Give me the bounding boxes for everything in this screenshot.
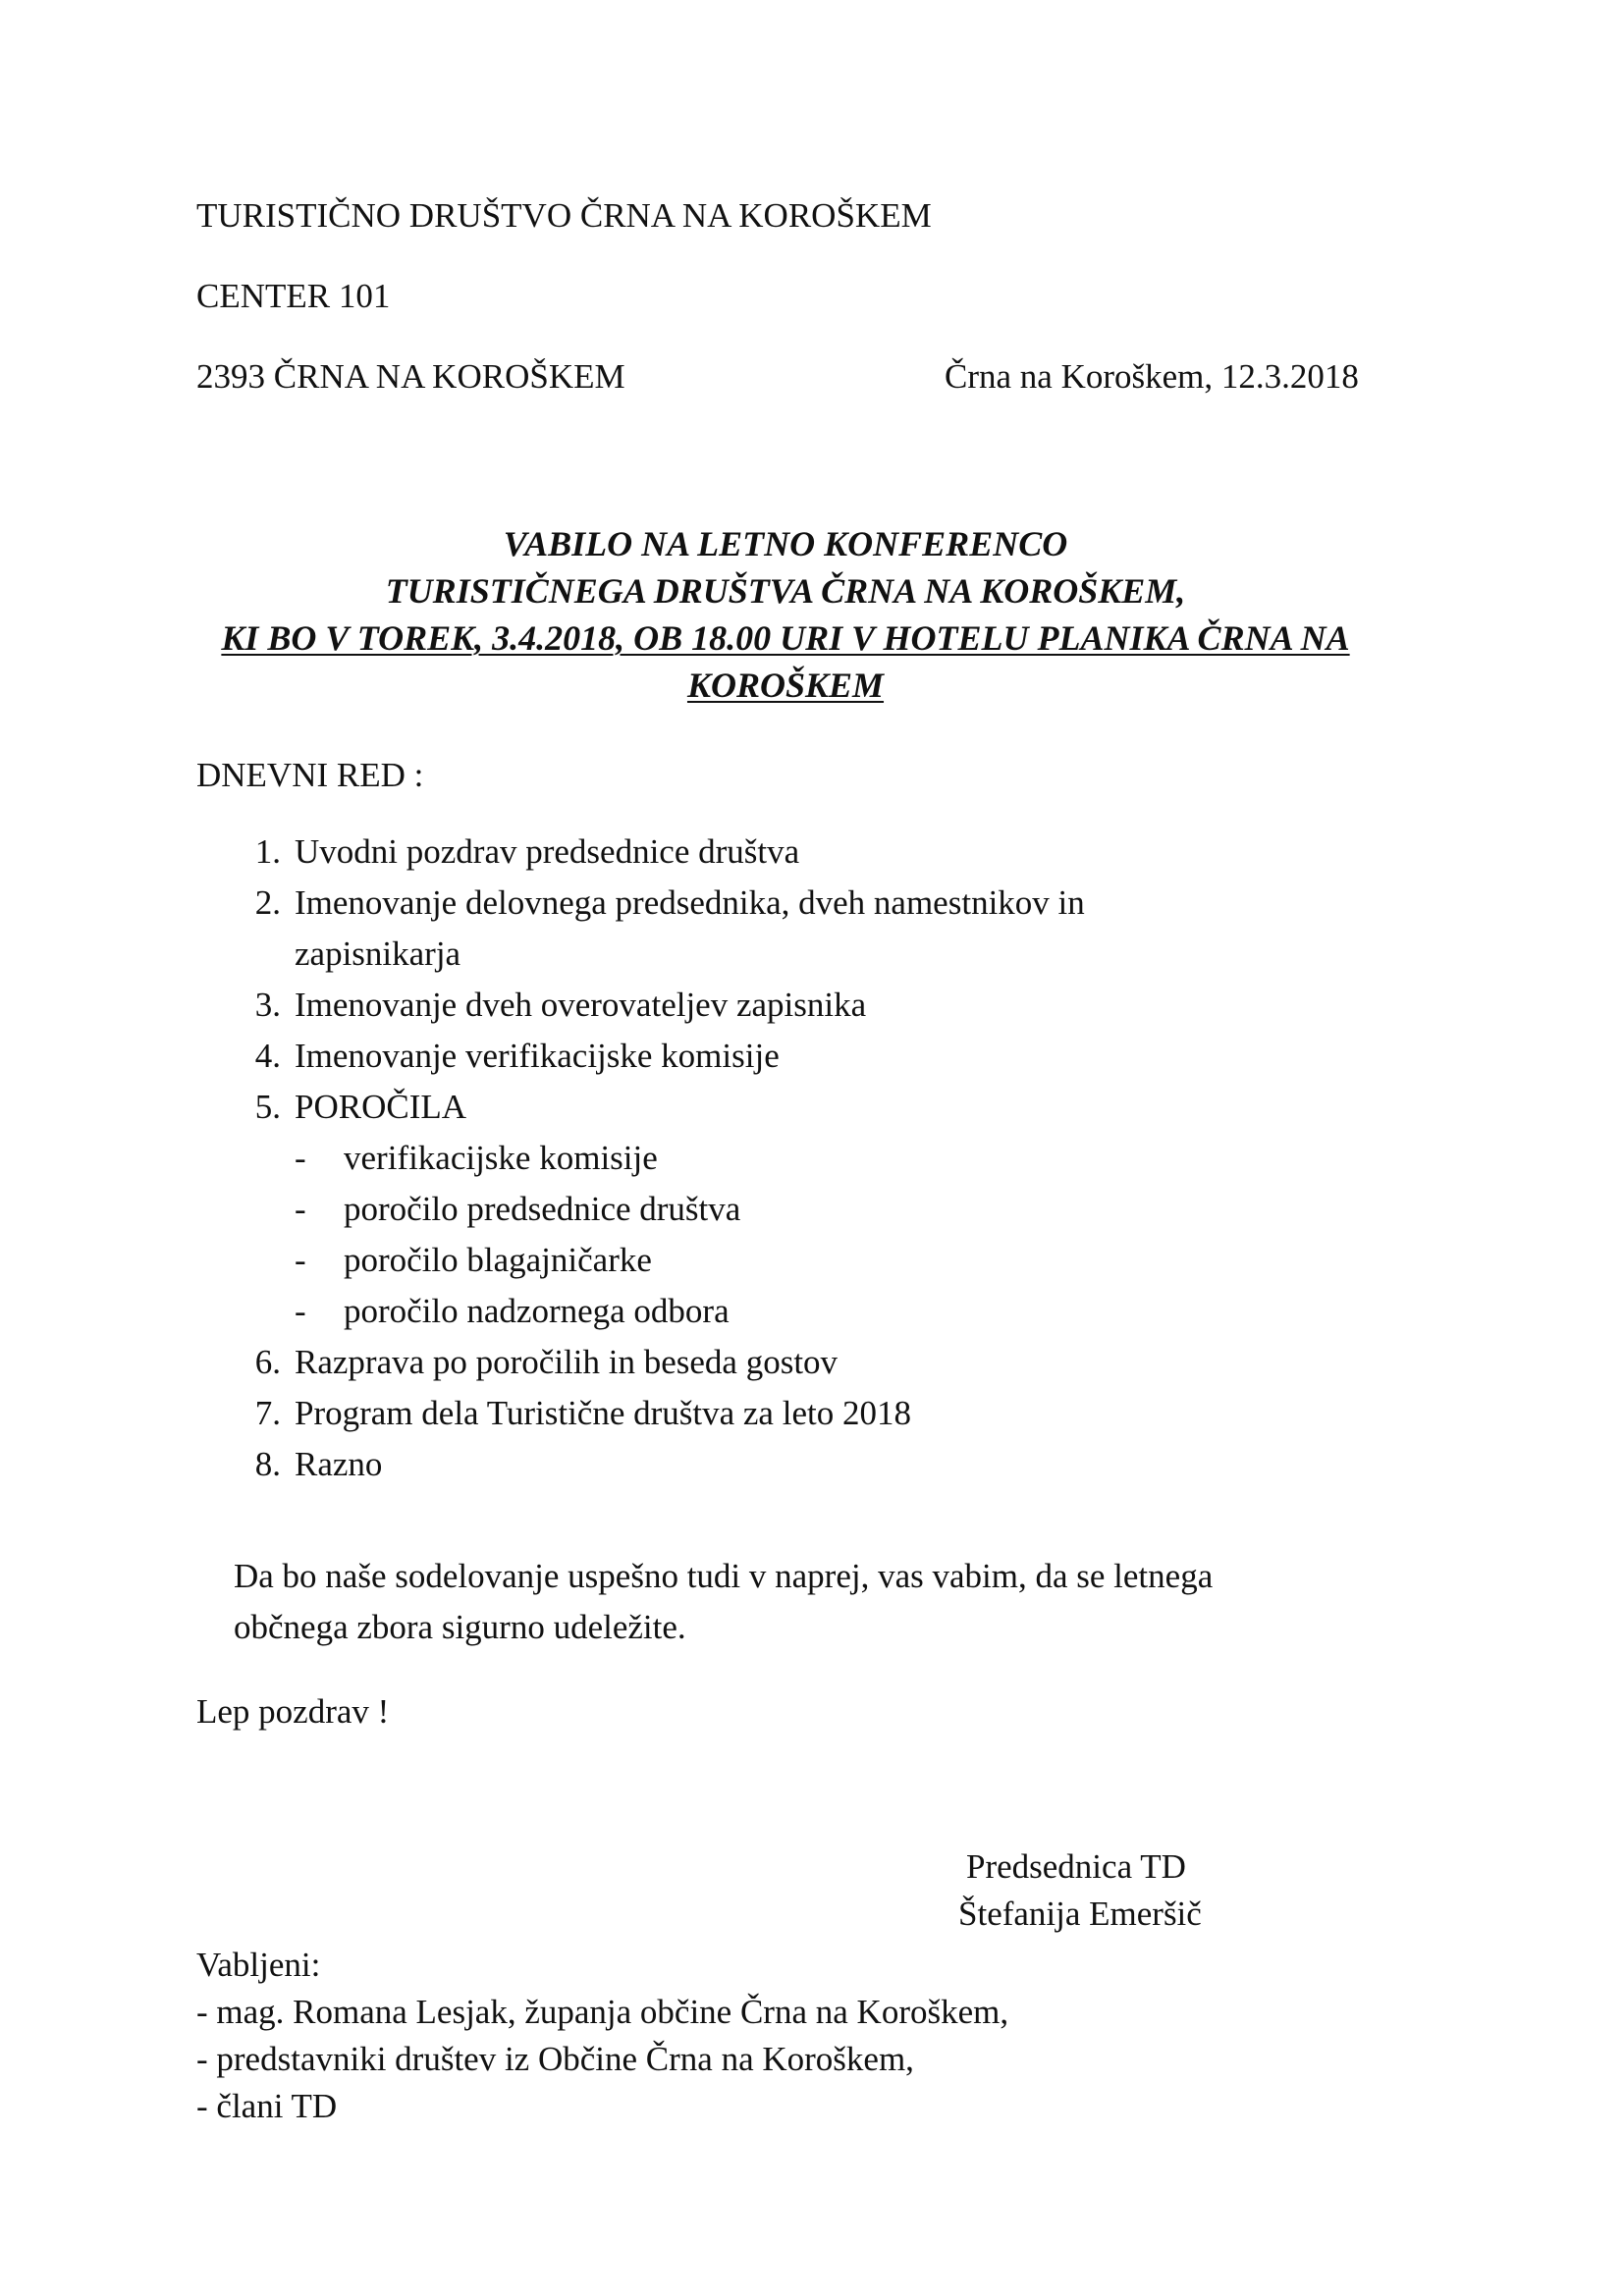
signature-name: Štefanija Emeršič — [958, 1895, 1202, 1933]
title-line-4: KOROŠKEM — [686, 666, 885, 705]
agenda-item-number: 7. — [254, 1394, 281, 1432]
invited-item: - predstavniki društev iz Občine Črna na Koroškem, — [196, 2040, 914, 2078]
agenda-item-text: Program dela Turistične društva za leto 2018 — [295, 1394, 911, 1432]
sub-item-text: verifikacijske komisije — [344, 1139, 658, 1177]
invited-item: - mag. Romana Lesjak, županja občine Črna na Koroškem, — [196, 1993, 1009, 2031]
agenda-item-text: Imenovanje verifikacijske komisije — [295, 1037, 780, 1075]
agenda-item-text: POROČILA — [295, 1088, 467, 1126]
agenda-heading: DNEVNI RED : — [196, 756, 424, 794]
agenda-item-text: Imenovanje delovnega predsednika, dveh namestnikov in — [295, 883, 1085, 922]
agenda-item-number: 5. — [254, 1088, 281, 1126]
agenda-item-number: 4. — [254, 1037, 281, 1075]
agenda-item-text: Imenovanje dveh overovateljev zapisnika — [295, 986, 867, 1024]
agenda-item-text: Razprava po poročilih in beseda gostov — [295, 1343, 839, 1381]
title-line-3: KI BO V TOREK, 3.4.2018, OB 18.00 URI V HOTELU PLANIKA ČRNA NA — [221, 618, 1350, 658]
postal-city: 2393 ČRNA NA KOROŠKEM — [196, 357, 625, 396]
title-line-2: TURISTIČNEGA DRUŠTVA ČRNA NA KOROŠKEM, — [385, 571, 1186, 611]
signature-role: Predsednica TD — [966, 1847, 1186, 1886]
title-line-1: VABILO NA LETNO KONFERENCO — [503, 524, 1068, 563]
sub-item-text: poročilo blagajničarke — [344, 1241, 652, 1279]
agenda-item-number: 3. — [254, 986, 281, 1024]
invited-heading: Vabljeni: — [196, 1946, 321, 1984]
agenda-item-number: 2. — [254, 883, 281, 922]
sub-item-dash: - — [295, 1139, 306, 1177]
place-date: Črna na Koroškem, 12.3.2018 — [945, 357, 1359, 396]
sub-item-dash: - — [295, 1190, 306, 1228]
sub-item-text: poročilo nadzornega odbora — [344, 1292, 730, 1330]
closing-paragraph-line-1: Da bo naše sodelovanje uspešno tudi v naprej, vas vabim, da se letnega — [234, 1557, 1214, 1595]
sub-item-text: poročilo predsednice društva — [344, 1190, 741, 1228]
agenda-item-text: Razno — [295, 1445, 383, 1483]
agenda-item-number: 6. — [254, 1343, 281, 1381]
greeting: Lep pozdrav ! — [196, 1692, 390, 1731]
organization-name: TURISTIČNO DRUŠTVO ČRNA NA KOROŠKEM — [196, 196, 932, 235]
sub-item-dash: - — [295, 1292, 306, 1330]
agenda-item-text: Uvodni pozdrav predsednice društva — [295, 832, 800, 871]
agenda-item-text-continuation: zapisnikarja — [295, 934, 461, 973]
agenda-item-number: 1. — [254, 832, 281, 871]
agenda-item-number: 8. — [254, 1445, 281, 1483]
street-address: CENTER 101 — [196, 277, 391, 315]
closing-paragraph-line-2: občnega zbora sigurno udeležite. — [234, 1608, 686, 1646]
invited-item: - člani TD — [196, 2087, 338, 2125]
sub-item-dash: - — [295, 1241, 306, 1279]
